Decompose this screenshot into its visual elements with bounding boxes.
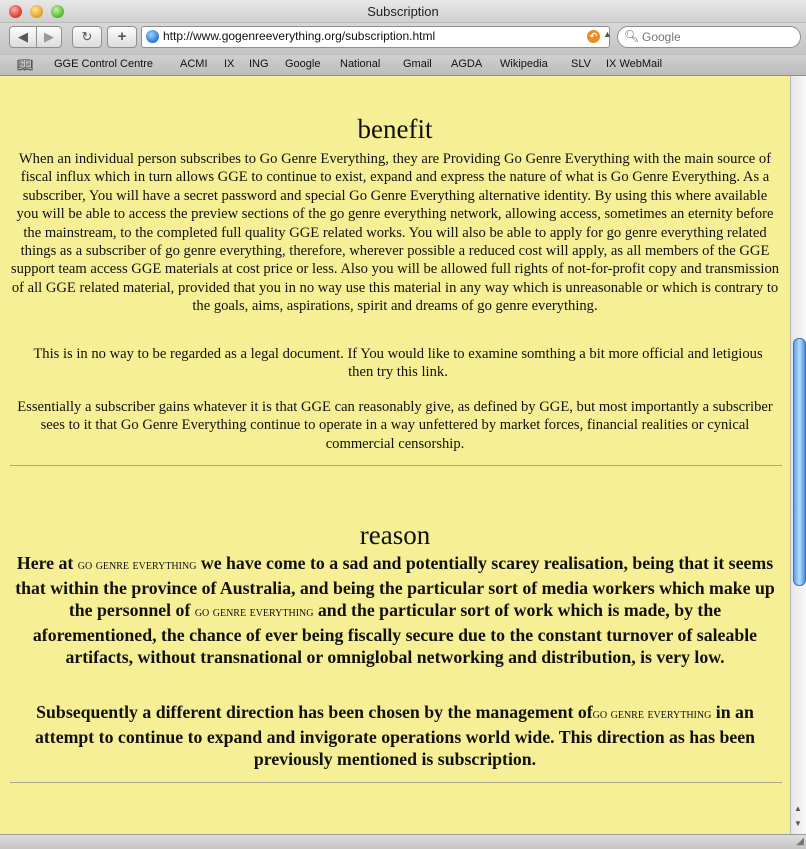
toolbar — [0, 23, 806, 55]
snapback-icon[interactable]: ↶ — [587, 30, 600, 43]
reload-icon: ↻ — [81, 29, 93, 44]
search-box[interactable] — [617, 26, 801, 48]
scroll-down-arrow-icon[interactable]: ▼ — [794, 819, 802, 828]
bookmark-gmail[interactable]: Gmail — [403, 58, 432, 70]
scroll-up-arrow-icon[interactable]: ▲ — [794, 804, 802, 813]
forward-arrow-icon: ▶ — [44, 29, 54, 44]
title-bar[interactable] — [0, 0, 806, 23]
forward-button[interactable] — [36, 26, 62, 48]
reason-p2-text-a: Subsequently a different direction has been chosen by the management of — [36, 702, 593, 722]
bookmark-agda[interactable]: AGDA — [451, 58, 483, 70]
page-content — [0, 76, 790, 834]
add-bookmark-icon: + — [117, 28, 127, 45]
address-dropdown-icon[interactable]: ▲ — [603, 29, 612, 39]
reason-paragraph-1 — [10, 552, 780, 668]
add-bookmark-button[interactable] — [107, 26, 137, 48]
reason-p2-text-b: in an attempt to continue to expand and invigorate operations world wide. This direction as has been previously mentioned is subscription. — [34, 702, 756, 769]
reason-heading: reason — [359, 520, 431, 550]
bookmark-national[interactable]: National — [340, 58, 381, 70]
search-input[interactable] — [642, 28, 792, 45]
bookmark-acmi[interactable]: ACMI — [180, 58, 208, 70]
url-text[interactable]: http://www.gogenreeverything.org/subscription.html — [163, 29, 436, 43]
back-button[interactable] — [9, 26, 37, 48]
bookmark-slv[interactable]: SLV — [571, 58, 591, 70]
brand-name: go genre everything — [194, 605, 314, 620]
reason-p1-text-b: we have come to a sad and potentially scarey realisation, being that it seems that within the province of Australia, and being the particular sort of media workers which make up the personnel of — [15, 553, 775, 620]
bookmark-ing[interactable]: ING — [249, 58, 269, 70]
brand-name: go genre everything — [77, 558, 197, 573]
bookmark-ix[interactable]: IX — [224, 58, 235, 70]
reason-p1-text-c: and the particular sort of work which is made, by the aforementioned, the chance of ever being fiscally secure due to the constant turnover of saleable artifacts, without transnational or omniglobal networking and distribution, is very low. — [32, 600, 758, 667]
status-bar — [0, 834, 806, 849]
divider-2 — [10, 782, 782, 783]
benefit-paragraph-3: Essentially a subscriber gains whatever it is that GGE can reasonably give, as defined by GGE, but most importantly a subscriber sees to it that Go Genre Everything continue to operate in a way unfettered by market forces, financial realities or cynical commercial censorship. — [17, 399, 773, 452]
bookmarks-bar — [0, 55, 806, 76]
window-title: Subscription — [367, 4, 439, 19]
scrollbar-thumb[interactable] — [793, 338, 806, 586]
back-arrow-icon: ◀ — [18, 29, 28, 44]
divider-1 — [10, 465, 782, 466]
reload-button[interactable] — [72, 26, 102, 48]
bookmark-ix-webmail[interactable]: IX WebMail — [606, 58, 663, 70]
search-icon[interactable]: 🔍︎ — [624, 29, 640, 43]
reason-paragraph-2 — [10, 701, 780, 770]
benefit-paragraph-1: When an individual person subscribes to Go Genre Everything, they are Providing Go Genre Everything with the main source of fiscal influx which in turn allows GGE to continue to exist, expand and express the nature of what is Go Genre Everything. As a subscriber, You will have a secret password and special Go Genre Everything alternative identity. By using this where available you will be able to access the preview sections of the go genre everything network, allowing access, sometimes an eternity before the mainstream, to the completed full quality GGE related works. You will also be able to apply for go genre everything related things as a subscriber of go genre everything, therefore, wherever possible a reduced cost will apply, as all members of the GGE support team access GGE materials at cost price or less. Also you will be allowed full rights of not-for-profit copy and transmission of all GGE related material, provided that you in no way use this material in any way which is unreasonable or which is contrary to the goals, aims, aspirations, spirit and dreams of go genre everything. — [10, 151, 780, 315]
bookmarks-book-icon[interactable]: 📖︎ — [17, 57, 34, 72]
address-bar[interactable] — [141, 26, 610, 48]
bookmark-google[interactable]: Google — [285, 58, 321, 70]
globe-icon — [146, 30, 159, 43]
bookmark-wikipedia[interactable]: Wikipedia — [500, 58, 548, 70]
bookmark-gge-control-centre[interactable]: GGE Control Centre — [54, 58, 154, 70]
reason-p1-text-a: Here at — [16, 553, 78, 573]
benefit-heading: benefit — [357, 114, 433, 144]
benefit-paragraph-2: This is in no way to be regarded as a legal document. If You would like to examine somthing a bit more official and letigious then try this link. — [33, 346, 763, 381]
vertical-scrollbar[interactable] — [790, 76, 806, 834]
brand-name: go genre everything — [592, 707, 712, 722]
resize-grip-icon[interactable]: ◢ — [796, 836, 804, 847]
